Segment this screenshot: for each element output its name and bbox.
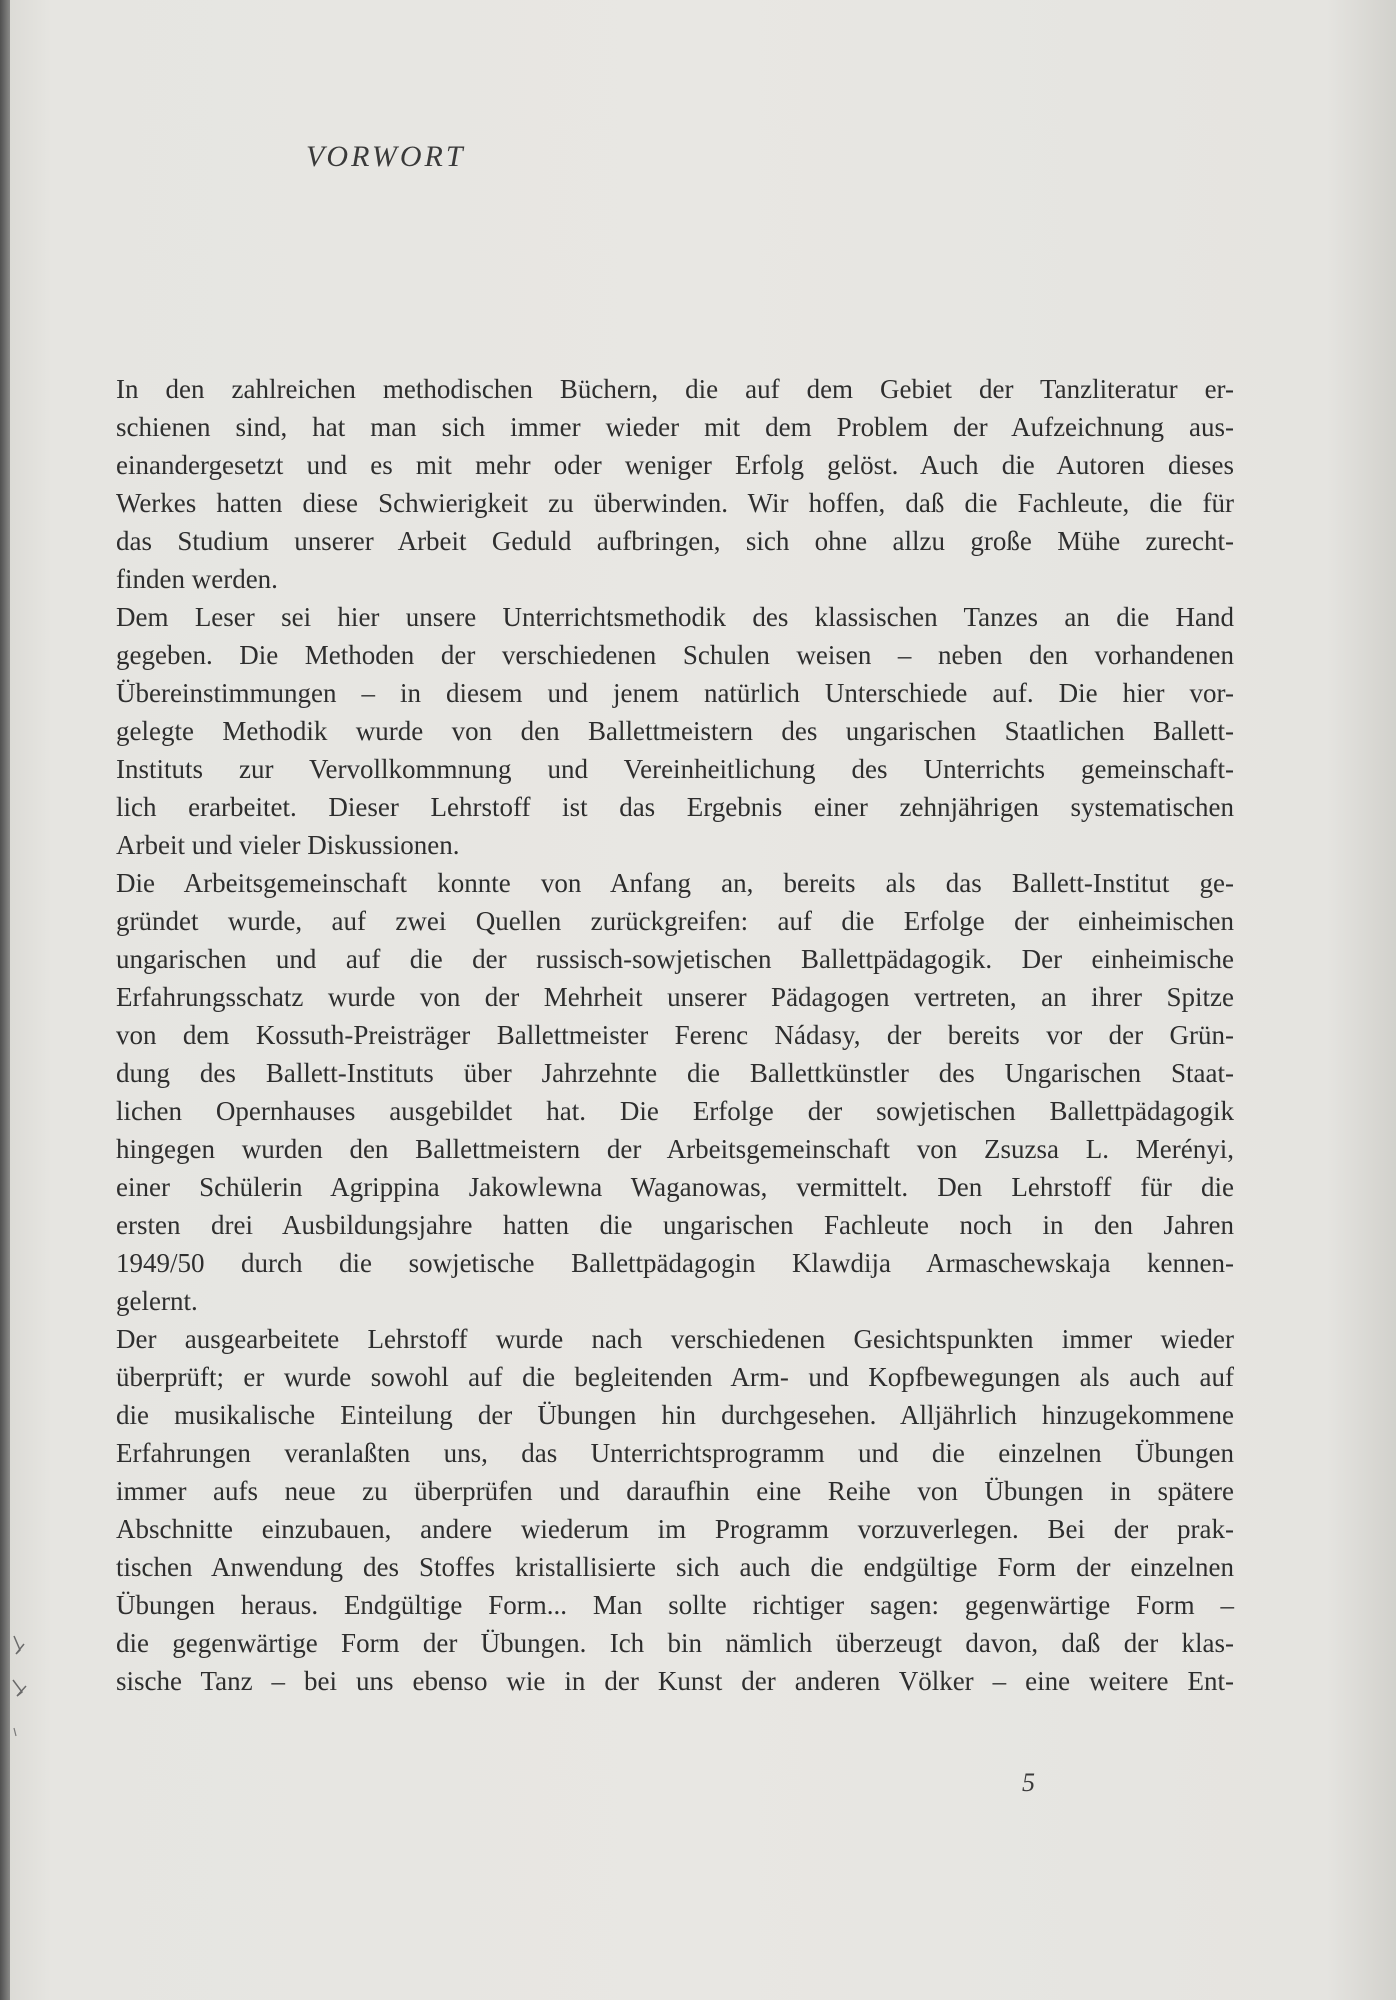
text-line: gründet wurde, auf zwei Quellen zurückgreifen: auf die Erfolge der einheimischen [116, 906, 1234, 936]
text-line: tischen Anwendung des Stoffes kristallisierte sich auch die endgültige Form der einzelnen [116, 1552, 1234, 1582]
text-line: dung des Ballett-Instituts über Jahrzehnte die Ballettkünstler des Ungarischen Staat- [116, 1058, 1234, 1088]
text-line: Abschnitte einzubauen, andere wiederum im Programm vorzuverlegen. Bei der prak- [116, 1514, 1234, 1544]
page-number: 5 [1022, 1768, 1035, 1797]
text-line: schienen sind, hat man sich immer wieder mit dem Problem der Aufzeichnung aus- [116, 412, 1234, 442]
text-line: von dem Kossuth-Preisträger Ballettmeister Ferenc Nádasy, der bereits vor der Grün- [116, 1020, 1234, 1050]
text-line: überprüft; er wurde sowohl auf die begleitenden Arm- und Kopfbewegungen als auch auf [116, 1362, 1234, 1392]
text-line: Die Arbeitsgemeinschaft konnte von Anfang an, bereits als das Ballett-Institut ge- [116, 868, 1234, 898]
binding-gutter [0, 0, 10, 2000]
text-line: gelernt. [116, 1286, 198, 1316]
text-line: ungarischen und auf die der russisch-sowjetischen Ballettpädagogik. Der einheimische [116, 944, 1234, 974]
text-line: immer aufs neue zu überprüfen und daraufhin eine Reihe von Übungen in spätere [116, 1476, 1234, 1506]
text-line: Erfahrungsschatz wurde von der Mehrheit unserer Pädagogen vertreten, an ihrer Spitze [116, 982, 1234, 1012]
text-line: In den zahlreichen methodischen Büchern, die auf dem Gebiet der Tanzliteratur er- [116, 374, 1234, 404]
text-line: die gegenwärtige Form der Übungen. Ich bin nämlich überzeugt davon, daß der klas- [116, 1628, 1234, 1658]
margin-pencil-marks [10, 1630, 32, 1750]
text-line: 1949/50 durch die sowjetische Ballettpädagogin Klawdija Armaschewskaja kennen- [116, 1248, 1234, 1278]
text-line: Instituts zur Vervollkommnung und Vereinheitlichung des Unterrichts gemeinschaft- [116, 754, 1234, 784]
body-text [116, 370, 1234, 1700]
text-line: sische Tanz – bei uns ebenso wie in der Kunst der anderen Völker – eine weitere Ent- [116, 1666, 1234, 1696]
text-line: Dem Leser sei hier unsere Unterrichtsmethodik des klassischen Tanzes an die Hand [116, 602, 1234, 632]
book-page [10, 0, 1396, 2000]
text-line: hingegen wurden den Ballettmeistern der Arbeitsgemeinschaft von Zsuzsa L. Merényi, [116, 1134, 1234, 1164]
text-line: Der ausgearbeitete Lehrstoff wurde nach verschiedenen Gesichtspunkten immer wieder [116, 1324, 1234, 1354]
text-line: Übungen heraus. Endgültige Form... Man sollte richtiger sagen: gegenwärtige Form – [116, 1590, 1234, 1620]
text-line: einandergesetzt und es mit mehr oder weniger Erfolg gelöst. Auch die Autoren dieses [116, 450, 1234, 480]
text-line: lich erarbeitet. Dieser Lehrstoff ist das Ergebnis einer zehnjährigen systematischen [116, 792, 1234, 822]
text-line: gegeben. Die Methoden der verschiedenen Schulen weisen – neben den vorhandenen [116, 640, 1234, 670]
text-line: finden werden. [116, 564, 278, 594]
text-line: einer Schülerin Agrippina Jakowlewna Waganowas, vermittelt. Den Lehrstoff für die [116, 1172, 1234, 1202]
text-line: Übereinstimmungen – in diesem und jenem natürlich Unterschiede auf. Die hier vor- [116, 678, 1234, 708]
text-line: gelegte Methodik wurde von den Ballettmeistern des ungarischen Staatlichen Ballett- [116, 716, 1234, 746]
text-line: das Studium unserer Arbeit Geduld aufbringen, sich ohne allzu große Mühe zurecht- [116, 526, 1234, 556]
text-line: die musikalische Einteilung der Übungen hin durchgesehen. Alljährlich hinzugekommene [116, 1400, 1234, 1430]
text-line: Werkes hatten diese Schwierigkeit zu überwinden. Wir hoffen, daß die Fachleute, die für [116, 488, 1234, 518]
text-line: Arbeit und vieler Diskussionen. [116, 830, 460, 860]
page-heading: VORWORT [306, 140, 466, 173]
text-line: ersten drei Ausbildungsjahre hatten die ungarischen Fachleute noch in den Jahren [116, 1210, 1234, 1240]
text-line: lichen Opernhauses ausgebildet hat. Die Erfolge der sowjetischen Ballettpädagogik [116, 1096, 1234, 1126]
text-line: Erfahrungen veranlaßten uns, das Unterrichtsprogramm und die einzelnen Übungen [116, 1438, 1234, 1468]
